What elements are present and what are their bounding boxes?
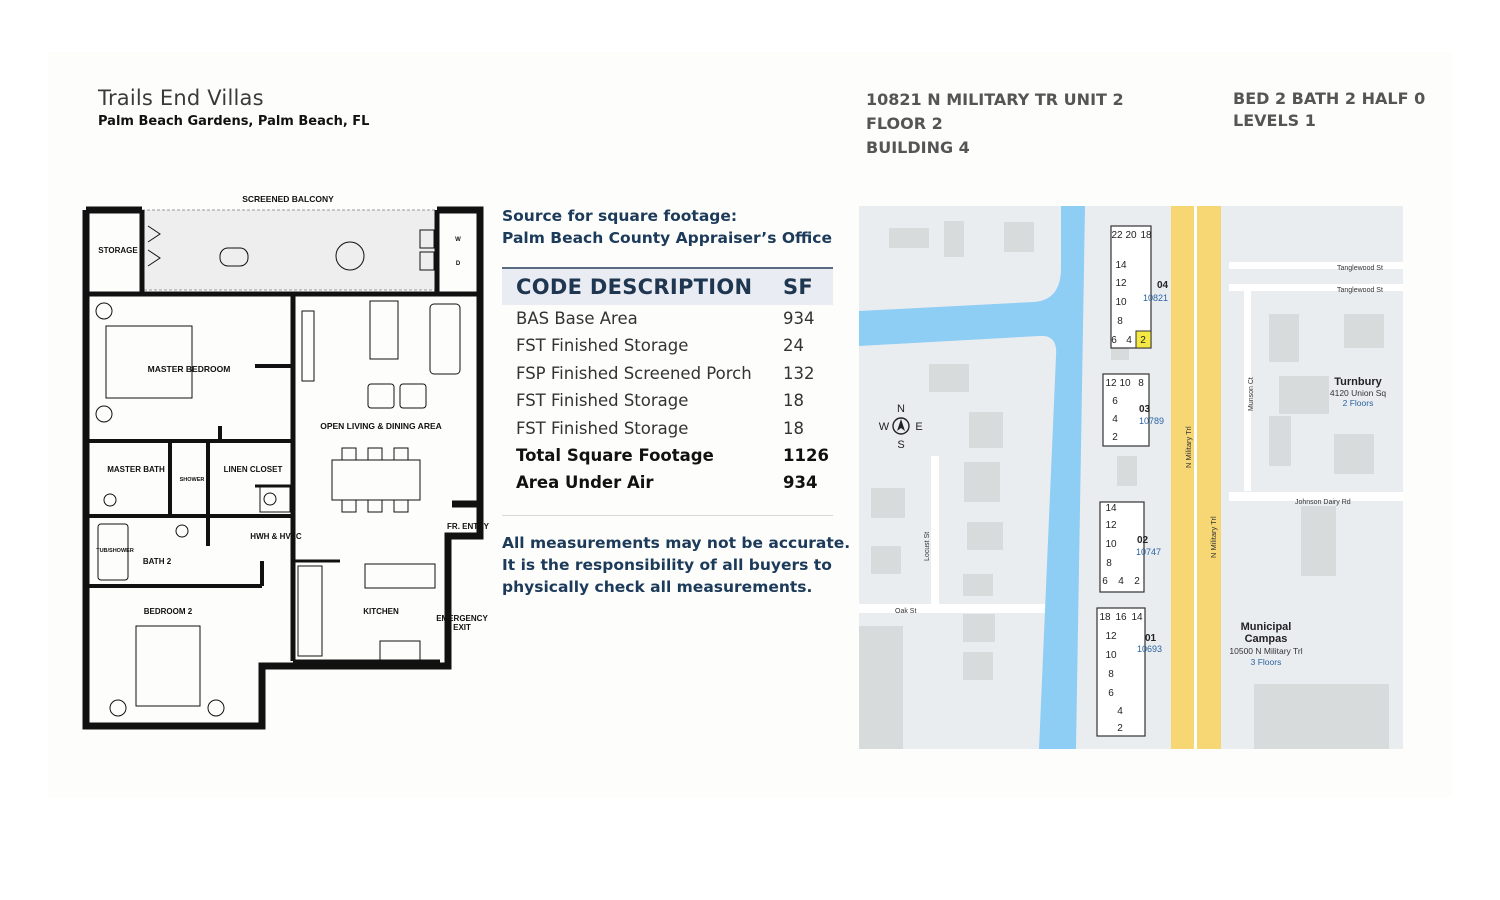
svg-text:12: 12	[1105, 378, 1117, 389]
svg-text:4: 4	[1118, 576, 1124, 587]
poi-municipal-floors: 3 Floors	[1250, 657, 1282, 667]
table-row: FST Finished Storage 18	[516, 391, 804, 411]
svg-text:2: 2	[1117, 723, 1123, 734]
svg-text:2: 2	[1134, 576, 1140, 587]
street-military-1: N Military Trl	[1184, 426, 1193, 468]
street-locust: Locust St	[924, 531, 931, 561]
svg-text:4: 4	[1117, 706, 1123, 717]
poi-municipal-addr: 10500 N Military Trl	[1229, 646, 1303, 656]
disclaimer-line-3: physically check all measurements.	[502, 578, 813, 596]
map-building-03-num: 03	[1139, 404, 1151, 415]
unit-floor: FLOOR 2	[866, 114, 943, 133]
compass-n: N	[897, 403, 905, 415]
svg-text:10: 10	[1115, 297, 1127, 308]
label-living: OPEN LIVING & DINING AREA	[320, 421, 442, 431]
label-bedroom2: BEDROOM 2	[143, 607, 193, 616]
label-tub: TUB/SHOWER	[96, 548, 134, 554]
table-row: FST Finished Storage 24	[516, 336, 804, 356]
label-master-bedroom: MASTER BEDROOM	[147, 364, 231, 374]
svg-text:8: 8	[1108, 669, 1114, 680]
source-line-1: Source for square footage:	[502, 207, 738, 225]
svg-text:8: 8	[1106, 558, 1112, 569]
city-line: Palm Beach Gardens, Palm Beach, FL	[98, 114, 370, 129]
sf-source	[502, 205, 832, 249]
map-building-04-addr: 10821	[1143, 293, 1169, 303]
source-line-2: Palm Beach County Appraiser’s Office	[502, 229, 832, 247]
svg-text:16: 16	[1115, 612, 1127, 623]
poi-turnbury-floors: 2 Floors	[1342, 398, 1374, 408]
compass-s: S	[897, 439, 905, 451]
street-tanglewood-2: Tanglewood St	[1337, 287, 1383, 294]
svg-text:6: 6	[1102, 576, 1108, 587]
disclaimer	[502, 532, 850, 598]
label-linen: LINEN CLOSET	[223, 465, 283, 474]
table-row: FST Finished Storage 18	[516, 418, 804, 438]
svg-text:6: 6	[1108, 688, 1114, 699]
table-row-under-air: Area Under Air 934	[516, 473, 818, 493]
svg-text:12: 12	[1105, 520, 1117, 531]
label-shower: SHOWER	[179, 477, 205, 483]
label-exit: EXIT	[453, 623, 471, 632]
svg-text:14: 14	[1131, 612, 1143, 623]
header-sf: SF	[783, 275, 814, 299]
label-balcony: SCREENED BALCONY	[242, 194, 334, 204]
poi-municipal-name-1: Municipal	[1240, 621, 1292, 633]
svg-text:2: 2	[1112, 432, 1118, 443]
levels: LEVELS 1	[1233, 111, 1316, 130]
svg-text:18: 18	[1140, 230, 1152, 241]
svg-text:6: 6	[1111, 335, 1117, 346]
bed-bath: BED 2 BATH 2 HALF 0	[1233, 89, 1426, 108]
community-name: Trails End Villas	[98, 86, 264, 110]
room-info	[1233, 88, 1425, 132]
map-building-01-addr: 10693	[1137, 644, 1163, 654]
street-tanglewood-1: Tanglewood St	[1337, 265, 1383, 272]
unit-info	[866, 88, 1124, 160]
unit-building: BUILDING 4	[866, 138, 970, 157]
svg-text:14: 14	[1105, 503, 1117, 514]
svg-text:18: 18	[1099, 612, 1111, 623]
svg-text:10: 10	[1105, 539, 1117, 550]
svg-text:22: 22	[1111, 230, 1123, 241]
map-building-02-addr: 10747	[1136, 547, 1162, 557]
svg-text:8: 8	[1117, 316, 1123, 327]
label-dryer: D	[455, 261, 461, 267]
svg-text:4: 4	[1126, 335, 1132, 346]
map-building-03-addr: 10789	[1139, 416, 1165, 426]
label-emergency: EMERGENCY	[436, 614, 488, 623]
street-munson: Munson Ct	[1248, 377, 1255, 411]
street-military-2: N Military Trl	[1209, 516, 1218, 558]
street-johnson-dairy: Johnson Dairy Rd	[1295, 499, 1351, 506]
map-building-02-num: 02	[1137, 535, 1149, 546]
map-building-04-num: 04	[1157, 280, 1169, 291]
compass-w: W	[878, 421, 890, 433]
svg-text:12: 12	[1115, 278, 1127, 289]
unit-address: 10821 N MILITARY TR UNIT 2	[866, 90, 1124, 109]
label-bath2: BATH 2	[142, 557, 172, 566]
poi-turnbury-name: Turnbury	[1334, 376, 1382, 388]
table-header	[502, 269, 833, 305]
table-row: BAS Base Area 934	[516, 309, 815, 328]
street-oak: Oak St	[895, 608, 917, 615]
svg-text:10: 10	[1105, 650, 1117, 661]
svg-text:20: 20	[1125, 230, 1137, 241]
disclaimer-line-2: It is the responsibility of all buyers to	[502, 556, 832, 574]
floor-plan	[80, 186, 500, 731]
label-washer: W	[455, 237, 461, 243]
poi-turnbury-addr: 4120 Union Sq	[1329, 388, 1387, 398]
site-map	[859, 206, 1403, 749]
square-footage-table	[502, 267, 833, 516]
svg-text:6: 6	[1112, 396, 1118, 407]
compass-e: E	[915, 421, 923, 433]
table-row: FSP Finished Screened Porch 132	[516, 363, 815, 383]
svg-text:4: 4	[1112, 414, 1118, 425]
map-building-01-num: 01	[1145, 633, 1157, 644]
listing-header	[98, 86, 369, 129]
disclaimer-line-1: All measurements may not be accurate.	[502, 534, 851, 552]
svg-text:12: 12	[1105, 631, 1117, 642]
header-description: CODE DESCRIPTION	[516, 275, 753, 299]
label-fr-entry: FR. ENTRY	[447, 522, 489, 531]
svg-text:2: 2	[1140, 335, 1146, 346]
table-row-total: Total Square Footage 1126	[516, 445, 829, 465]
svg-text:8: 8	[1138, 378, 1144, 389]
label-hwh: HWH & HVAC	[250, 532, 302, 541]
label-storage: STORAGE	[98, 246, 138, 255]
label-master-bath: MASTER BATH	[107, 465, 165, 474]
svg-text:14: 14	[1115, 260, 1127, 271]
label-kitchen: KITCHEN	[363, 607, 399, 616]
svg-text:10: 10	[1119, 378, 1131, 389]
poi-municipal-name-2: Campas	[1244, 633, 1288, 645]
